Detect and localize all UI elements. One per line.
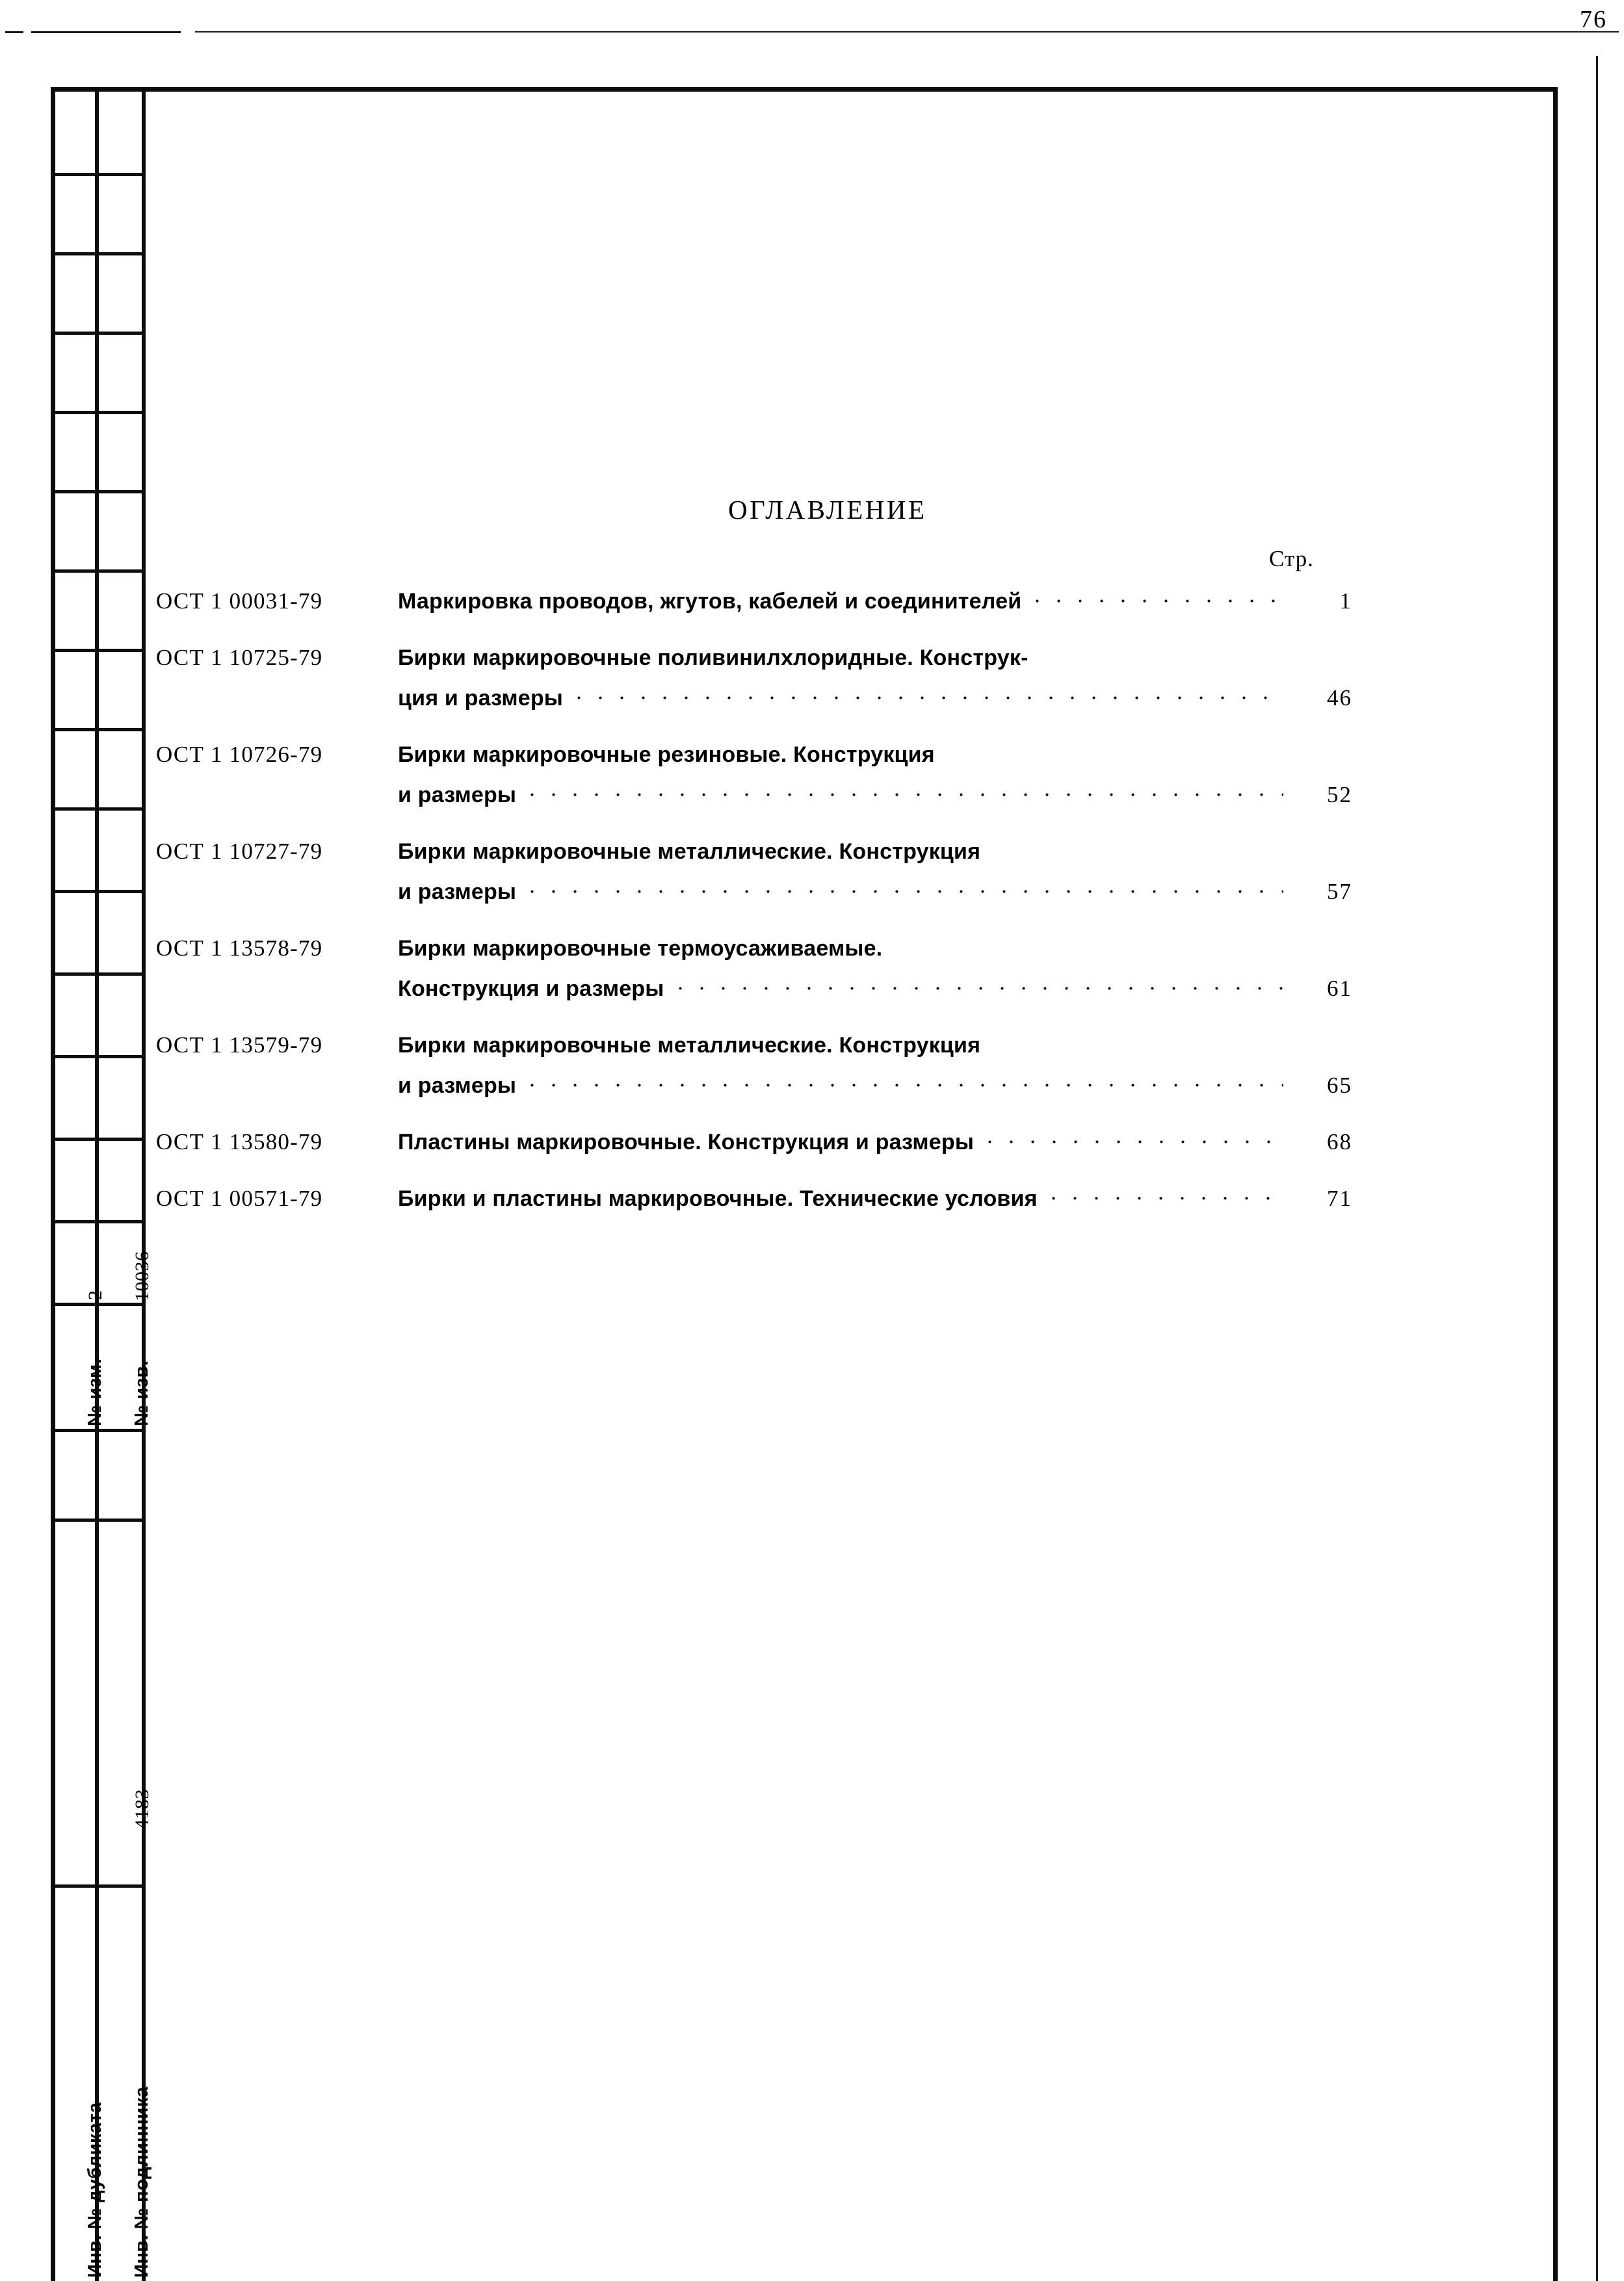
stamp-divider-18: [51, 1884, 146, 1888]
toc-line: [156, 1026, 1352, 1067]
toc-leader-dots: [986, 1026, 1283, 1052]
toc-line: [156, 970, 1352, 1010]
toc-standard-code: ОСТ 1 13579-79: [156, 1032, 323, 1058]
stamp-divider-16: [51, 1429, 146, 1432]
stamp-divider-6: [51, 569, 146, 573]
toc-page-number: 71: [1327, 1186, 1352, 1211]
stamp-divider-13: [51, 1138, 146, 1141]
stamp-label-izm: № изм.: [85, 1358, 105, 1426]
stamp-label-izv: № изв.: [131, 1360, 152, 1426]
toc-entry[interactable]: [156, 930, 1352, 1010]
stamp-column: [51, 87, 153, 2281]
toc-line: [156, 930, 1352, 970]
toc-line: [156, 776, 1352, 816]
toc-line: [156, 679, 1352, 720]
toc-leader-dots: [521, 1067, 1283, 1093]
stamp-divider-12: [51, 1055, 146, 1058]
stamp-divider-7: [51, 649, 146, 652]
toc-standard-code: ОСТ 1 13578-79: [156, 935, 323, 961]
toc-page-number: 68: [1327, 1129, 1352, 1154]
toc-standard-code: ОСТ 1 10726-79: [156, 742, 323, 767]
toc-page-number: 65: [1327, 1073, 1352, 1098]
toc-line: [156, 833, 1352, 873]
stamp-value-izv: 10036: [131, 1251, 153, 1301]
toc-entry-title: и размеры: [398, 783, 517, 807]
toc-leader-dots: [940, 736, 1283, 762]
stamp-value-izm: 2: [85, 1290, 106, 1300]
toc-page-number: 1: [1339, 588, 1352, 614]
toc-leader-dots: [887, 930, 1283, 956]
toc-leader-dots: [1034, 639, 1283, 665]
toc-leader-dots: [1043, 1180, 1283, 1206]
stamp-vline-right: [142, 87, 146, 2281]
stamp-divider-8: [51, 728, 146, 731]
toc-leader-dots: [521, 873, 1283, 899]
toc-entry-title: Бирки маркировочные металлические. Конструкция: [398, 1033, 981, 1058]
toc-standard-code: ОСТ 1 13580-79: [156, 1129, 323, 1154]
toc-line: [156, 639, 1352, 679]
trim-mark-top-rule: [195, 31, 1619, 33]
toc-line: [156, 1123, 1352, 1164]
stamp-divider-4: [51, 411, 146, 414]
toc-entry[interactable]: [156, 639, 1352, 720]
toc-entry-title: Бирки маркировочные термоусаживаемые.: [398, 936, 883, 961]
toc-entry-title: Пластины маркировочные. Конструкция и размеры: [398, 1130, 975, 1154]
toc-leader-dots: [1027, 582, 1283, 608]
toc-entry-title: Маркировка проводов, жгутов, кабелей и соединителей: [398, 589, 1022, 614]
toc-leader-dots: [670, 970, 1283, 996]
toc-entry-title: Бирки маркировочные металлические. Конструкция: [398, 839, 981, 864]
toc-standard-code: ОСТ 1 10727-79: [156, 839, 323, 864]
toc-line: [156, 736, 1352, 776]
toc-leader-dots: [986, 833, 1283, 859]
toc-line: [156, 873, 1352, 913]
stamp-divider-17: [51, 1518, 146, 1522]
toc-page-number: 46: [1327, 685, 1352, 710]
toc-entry[interactable]: [156, 582, 1352, 623]
stamp-divider-9: [51, 807, 146, 811]
toc-entry-title: и размеры: [398, 880, 517, 904]
toc-standard-code: ОСТ 1 00571-79: [156, 1186, 323, 1211]
toc-entry-title: Конструкция и размеры: [398, 976, 664, 1001]
toc-leader-dots: [979, 1123, 1283, 1149]
toc-entry[interactable]: [156, 1026, 1352, 1107]
page-number: 76: [1580, 6, 1607, 33]
column-header-pages: Стр.: [1269, 546, 1314, 571]
toc-standard-code: ОСТ 1 00031-79: [156, 588, 323, 614]
page-edge-rule: [1596, 56, 1598, 2281]
toc-line: [156, 582, 1352, 623]
stamp-divider-1: [51, 173, 146, 176]
stamp-value-middle: 4183: [131, 1789, 153, 1829]
toc-entry[interactable]: [156, 736, 1352, 816]
page-title: ОГЛАВЛЕНИЕ: [728, 495, 927, 525]
toc-page-number: 57: [1327, 879, 1352, 904]
trim-mark-left: [5, 31, 23, 33]
stamp-divider-2: [51, 252, 146, 255]
stamp-divider-11: [51, 972, 146, 976]
stamp-divider-5: [51, 490, 146, 493]
toc-line: [156, 1067, 1352, 1107]
toc-entry[interactable]: [156, 833, 1352, 913]
stamp-label-dublikat: Инв. № дубликата: [85, 2102, 105, 2278]
toc-standard-code: ОСТ 1 10725-79: [156, 645, 323, 670]
trim-mark-second: [31, 31, 181, 33]
toc-entry-title: ция и размеры: [398, 686, 564, 710]
toc-entry-title: Бирки маркировочные резиновые. Конструкция: [398, 742, 935, 767]
stamp-divider-0: [51, 87, 146, 90]
table-of-contents: [156, 582, 1352, 1236]
toc-leader-dots: [568, 679, 1283, 705]
stamp-label-podlinnik: Инв. № подлинника: [131, 2086, 152, 2278]
stamp-vline-middle: [95, 87, 99, 2281]
toc-entry-title: Бирки и пластины маркировочные. Технические условия: [398, 1186, 1038, 1211]
stamp-vline-left: [51, 87, 55, 2281]
toc-entry[interactable]: [156, 1123, 1352, 1164]
toc-entry-title: и размеры: [398, 1073, 517, 1098]
toc-line: [156, 1180, 1352, 1220]
toc-entry[interactable]: [156, 1180, 1352, 1220]
toc-entry-title: Бирки маркировочные поливинилхлоридные. Конструк-: [398, 645, 1028, 670]
stamp-divider-14: [51, 1220, 146, 1223]
toc-leader-dots: [521, 776, 1283, 802]
stamp-divider-10: [51, 890, 146, 893]
toc-page-number: 52: [1327, 782, 1352, 807]
stamp-divider-15: [51, 1303, 146, 1306]
stamp-divider-3: [51, 332, 146, 335]
toc-page-number: 61: [1327, 976, 1352, 1001]
